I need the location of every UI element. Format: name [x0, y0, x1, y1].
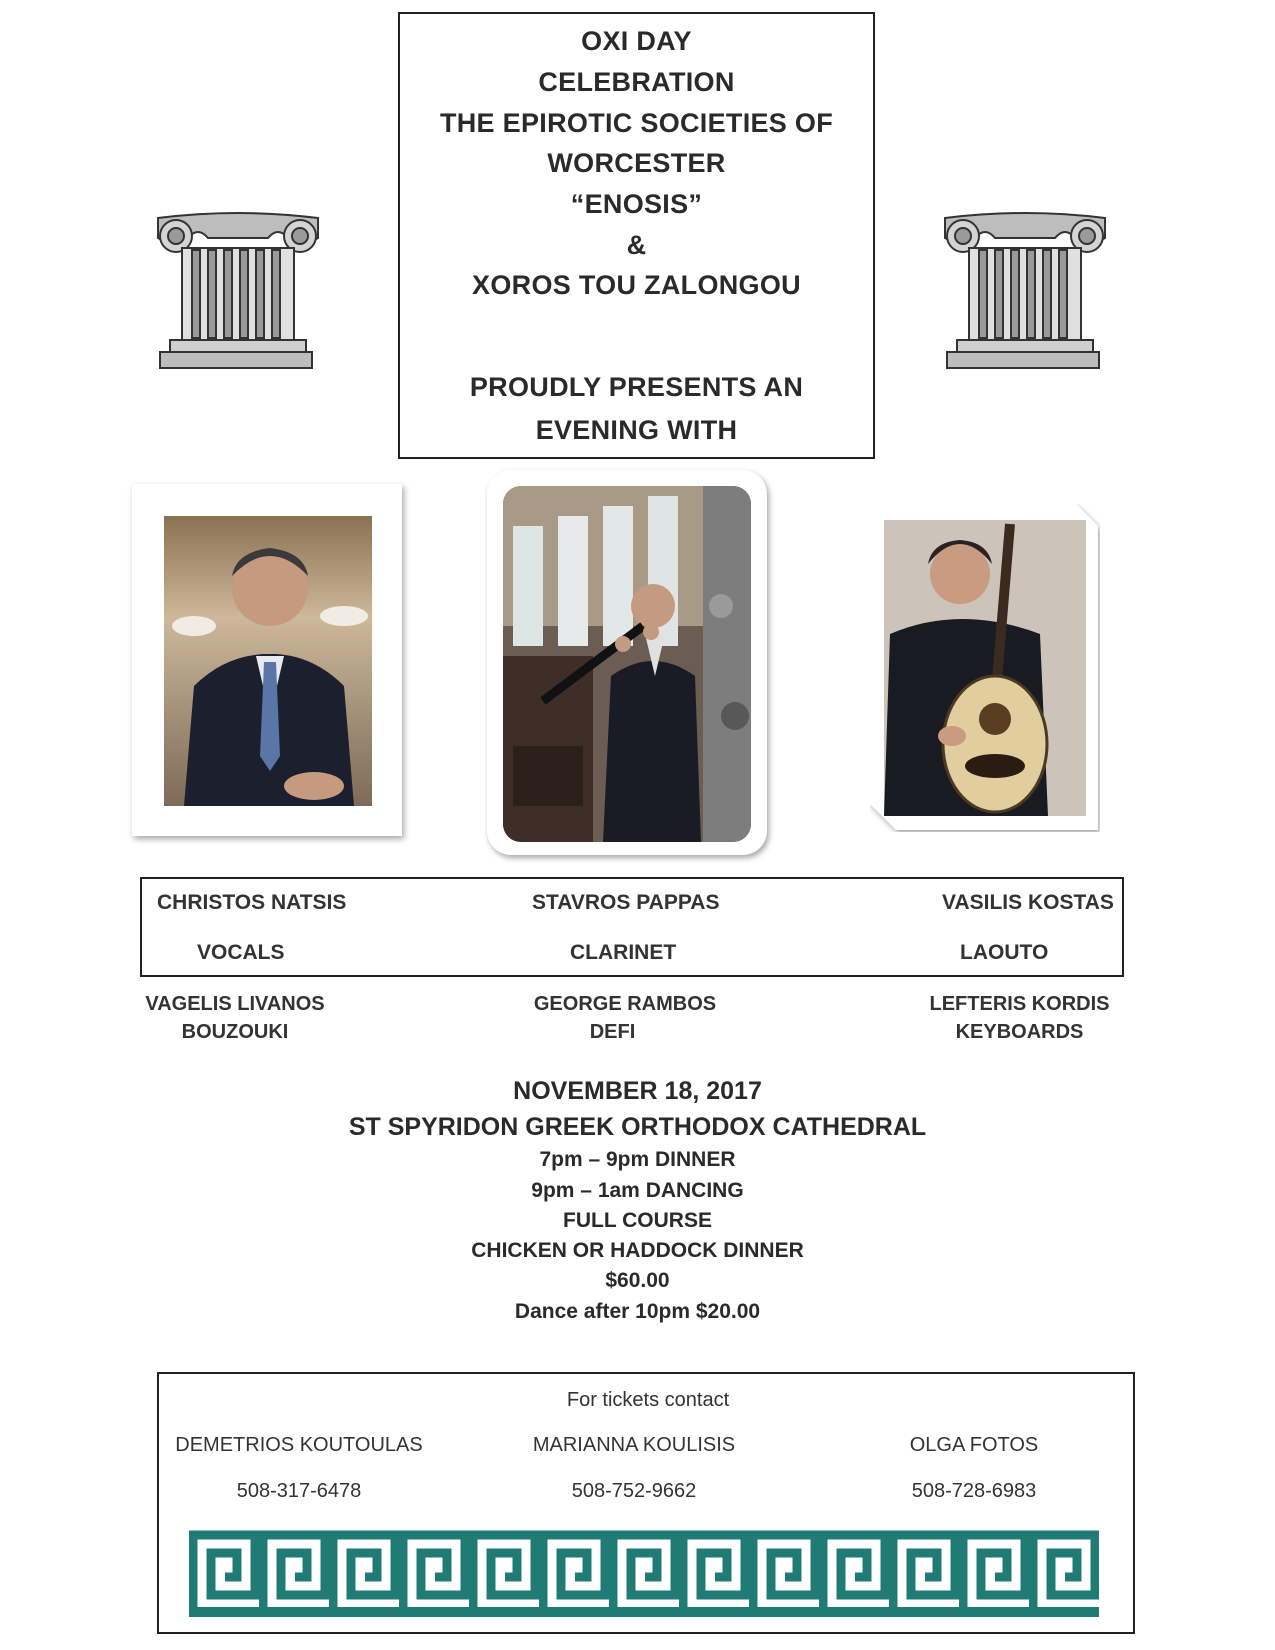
event-venue: ST SPYRIDON GREEK ORTHODOX CATHEDRAL [348, 1113, 927, 1141]
contact-name-olga: OLGA FOTOS [909, 1434, 1039, 1456]
contact-name-marianna: MARIANNA KOULISIS [532, 1434, 736, 1456]
contact-phone-demetrios[interactable]: 508-317-6478 [236, 1480, 362, 1502]
supporting-role-defi: DEFI [589, 1021, 636, 1043]
event-dance-price: Dance after 10pm $20.00 [514, 1300, 761, 1323]
musician-role-laouto: LAOUTO [960, 941, 1049, 964]
ionic-column-right-icon [935, 208, 1115, 378]
header-box [398, 12, 875, 459]
supporting-name-vagelis: VAGELIS LIVANOS [145, 993, 325, 1015]
photo-frame-laouto-player [870, 504, 1100, 832]
header-line-worcester: WORCESTER [547, 148, 726, 178]
supporting-role-bouzouki: BOUZOUKI [181, 1021, 289, 1043]
header-line-oxi-day: OXI DAY [581, 26, 692, 56]
musician-name-stavros: STAVROS PAPPAS [532, 891, 720, 914]
greek-key-border-icon [189, 1529, 1099, 1617]
featured-musicians-box [140, 877, 1124, 977]
event-price: $60.00 [605, 1269, 670, 1292]
photo-frame-clarinetist [487, 470, 767, 855]
musician-role-clarinet: CLARINET [570, 941, 677, 964]
photo-laouto-player [884, 520, 1086, 816]
musician-name-christos: CHRISTOS NATSIS [157, 891, 347, 914]
header-line-evening: EVENING WITH [535, 415, 738, 445]
supporting-name-lefteris: LEFTERIS KORDIS [929, 993, 1110, 1015]
supporting-name-george: GEORGE RAMBOS [533, 993, 717, 1015]
contact-phone-olga[interactable]: 508-728-6983 [911, 1480, 1037, 1502]
header-line-celebration: CELEBRATION [538, 67, 735, 97]
header-line-societies: THE EPIROTIC SOCIETIES OF [439, 108, 834, 138]
event-dancing-time: 9pm – 1am DANCING [531, 1179, 744, 1202]
header-line-ampersand: & [626, 230, 647, 260]
musician-name-vasilis: VASILIS KOSTAS [942, 891, 1114, 914]
supporting-role-keyboards: KEYBOARDS [955, 1021, 1084, 1043]
tickets-box [157, 1372, 1135, 1634]
musician-role-vocals: VOCALS [197, 941, 285, 964]
header-line-enosis: “ENOSIS” [570, 189, 703, 219]
tickets-heading: For tickets contact [566, 1389, 730, 1411]
contact-phone-marianna[interactable]: 508-752-9662 [571, 1480, 697, 1502]
photo-frame-vocalist [132, 484, 402, 836]
event-full-course: FULL COURSE [563, 1209, 712, 1232]
photo-clarinetist [503, 486, 751, 842]
header-line-xoros: XOROS TOU ZALONGOU [472, 270, 801, 300]
event-menu: CHICKEN OR HADDOCK DINNER [471, 1239, 804, 1262]
header-line-presents: PROUDLY PRESENTS AN [469, 372, 804, 402]
photo-vocalist [164, 516, 372, 806]
event-dinner-time: 7pm – 9pm DINNER [539, 1148, 736, 1171]
ionic-column-left-icon [148, 208, 328, 378]
event-date: NOVEMBER 18, 2017 [513, 1077, 762, 1105]
contact-name-demetrios: DEMETRIOS KOUTOULAS [175, 1434, 423, 1456]
